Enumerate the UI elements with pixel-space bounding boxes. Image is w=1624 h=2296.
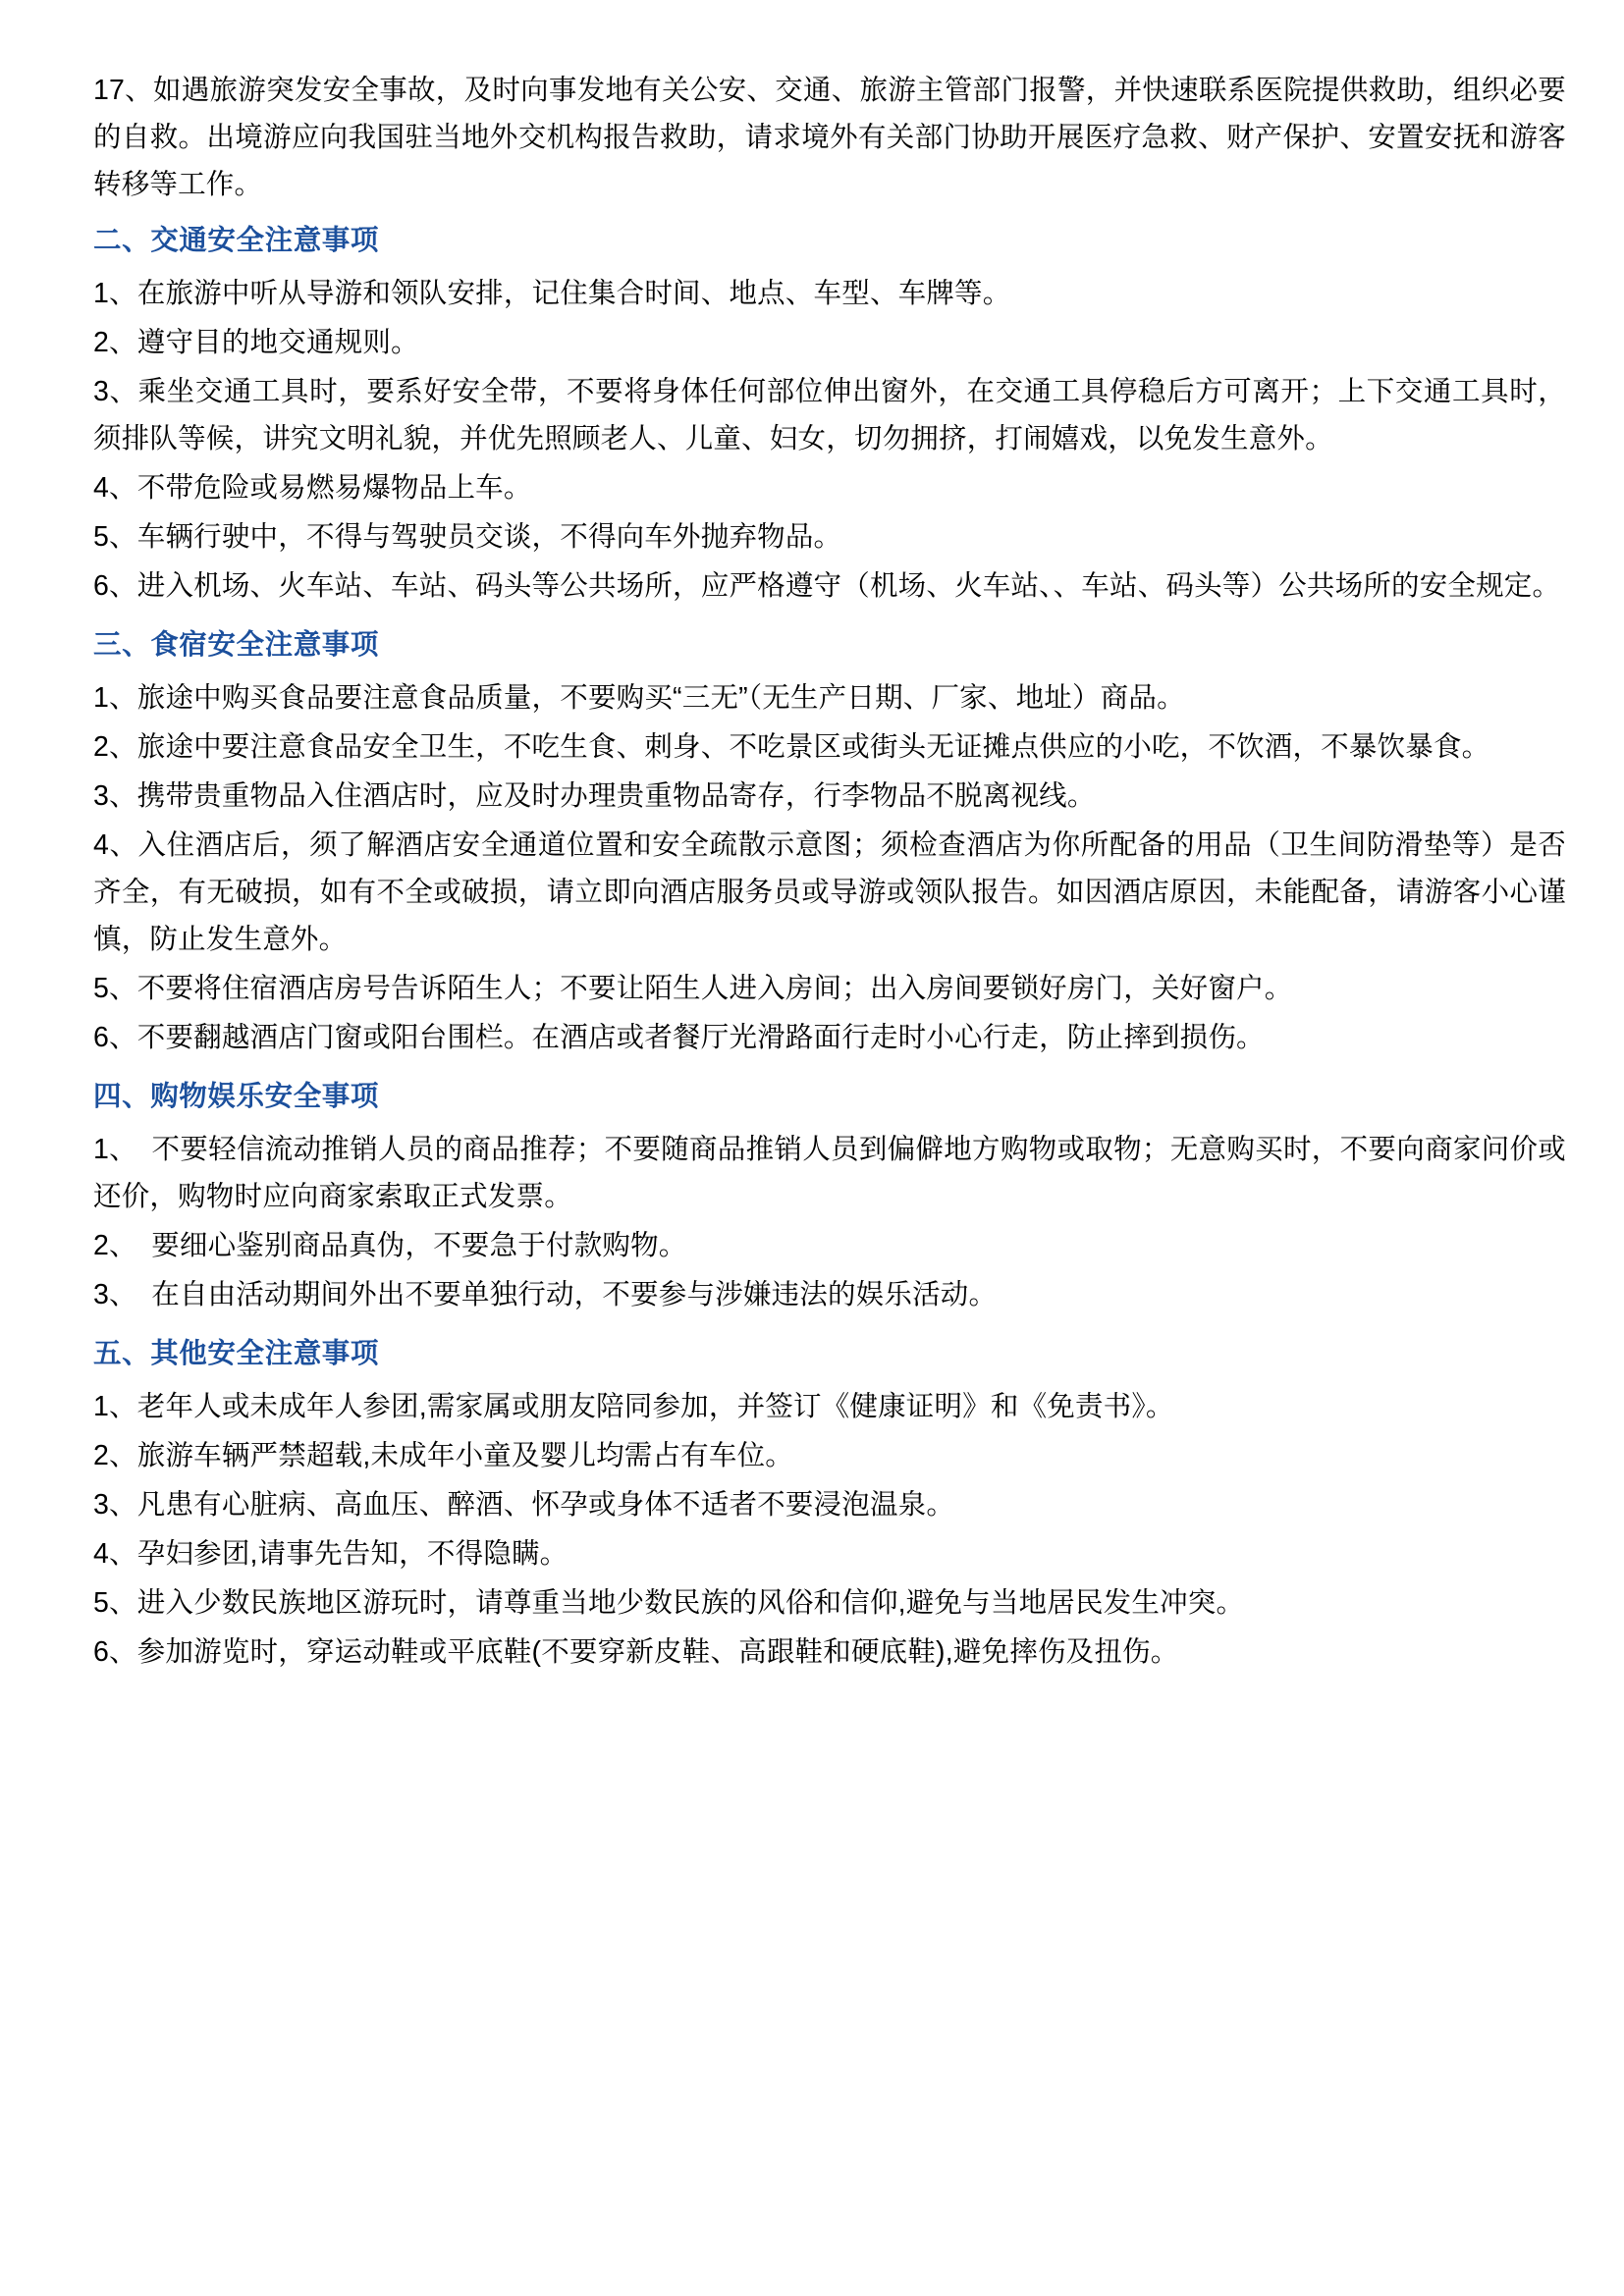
- list-item: 1、老年人或未成年人参团,需家属或朋友陪同参加，并签订《健康证明》和《免责书》。: [93, 1391, 1174, 1422]
- list-item: 4、孕妇参团,请事先告知，不得隐瞒。: [93, 1538, 568, 1570]
- list-item: 6、不要翻越酒店门窗或阳台围栏。在酒店或者餐厅光滑路面行走时小心行走，防止摔到损伤。: [93, 1022, 1265, 1053]
- list-item: 6、进入机场、火车站、车站、码头等公共场所，应严格遵守（机场、火车站、、车站、码头等）公共场所的安全规定。: [93, 570, 1561, 602]
- list-item: 1、在旅游中听从导游和领队安排，记住集合时间、地点、车型、车牌等。: [93, 278, 1011, 309]
- section-heading-other: 五、其他安全注意事项: [93, 1338, 380, 1369]
- section-heading-shopping: 四、购物娱乐安全事项: [93, 1081, 380, 1112]
- list-item: 3、凡患有心脏病、高血压、醉酒、怀孕或身体不适者不要浸泡温泉。: [93, 1489, 955, 1521]
- intro-paragraph: 17、如遇旅游突发安全事故，及时向事发地有关公安、交通、旅游主管部门报警，并快速联系医院提供救助，组织必要的自救。出境游应向我国驻当地外交机构报告救助，请求境外有关部门协助开展医疗急救、财产保护、安置安抚和游客转移等工作。: [93, 75, 1566, 200]
- list-item: 3、携带贵重物品入住酒店时，应及时办理贵重物品寄存，行李物品不脱离视线。: [93, 780, 1096, 812]
- list-item: 2、旅游车辆严禁超载,未成年小童及婴儿均需占有车位。: [93, 1440, 793, 1471]
- list-item: 4、不带危险或易燃易爆物品上车。: [93, 472, 532, 504]
- list-item: 6、参加游览时，穿运动鞋或平底鞋(不要穿新皮鞋、高跟鞋和硬底鞋),避免摔伤及扭伤。: [93, 1636, 1179, 1668]
- section-list-accommodation: [93, 674, 1566, 1061]
- list-item: 5、车辆行驶中，不得与驾驶员交谈，不得向车外抛弃物品。: [93, 521, 842, 553]
- list-item: 1、 不要轻信流动推销人员的商品推荐；不要随商品推销人员到偏僻地方购物或取物；无意购买时，不要向商家问价或还价，购物时应向商家索取正式发票。: [93, 1134, 1566, 1212]
- list-item: 3、乘坐交通工具时，要系好安全带，不要将身体任何部位伸出窗外，在交通工具停稳后方可离开；上下交通工具时，须排队等候，讲究文明礼貌，并优先照顾老人、儿童、妇女，切勿拥挤，打闹嬉戏，以免发生意外。: [93, 376, 1566, 454]
- list-item: 2、 要细心鉴别商品真伪，不要急于付款购物。: [93, 1230, 687, 1261]
- list-item: 3、 在自由活动期间外出不要单独行动，不要参与涉嫌违法的娱乐活动。: [93, 1279, 998, 1310]
- section-list-shopping: [93, 1126, 1566, 1318]
- list-item: 1、旅途中购买食品要注意食品质量，不要购买“三无”（无生产日期、厂家、地址）商品。: [93, 682, 1185, 714]
- section-heading-traffic: 二、交通安全注意事项: [93, 225, 380, 256]
- section-list-other: [93, 1383, 1566, 1676]
- list-item: 5、进入少数民族地区游玩时，请尊重当地少数民族的风俗和信仰,避免与当地居民发生冲突。: [93, 1587, 1245, 1619]
- list-item: 2、遵守目的地交通规则。: [93, 327, 419, 358]
- list-item: 5、不要将住宿酒店房号告诉陌生人；不要让陌生人进入房间；出入房间要锁好房门，关好窗户。: [93, 973, 1293, 1004]
- section-heading-accommodation: 三、食宿安全注意事项: [93, 629, 380, 661]
- list-item: 2、旅途中要注意食品安全卫生，不吃生食、刺身、不吃景区或街头无证摊点供应的小吃，不饮酒，不暴饮暴食。: [93, 731, 1490, 763]
- list-item: 4、入住酒店后，须了解酒店安全通道位置和安全疏散示意图；须检查酒店为你所配备的用品（卫生间防滑垫等）是否齐全，有无破损，如有不全或破损，请立即向酒店服务员或导游或领队报告。如因酒店原因，未能配备，请游客小心谨慎，防止发生意外。: [93, 829, 1566, 955]
- section-list-traffic: [93, 270, 1566, 610]
- document-body: [93, 67, 1566, 1676]
